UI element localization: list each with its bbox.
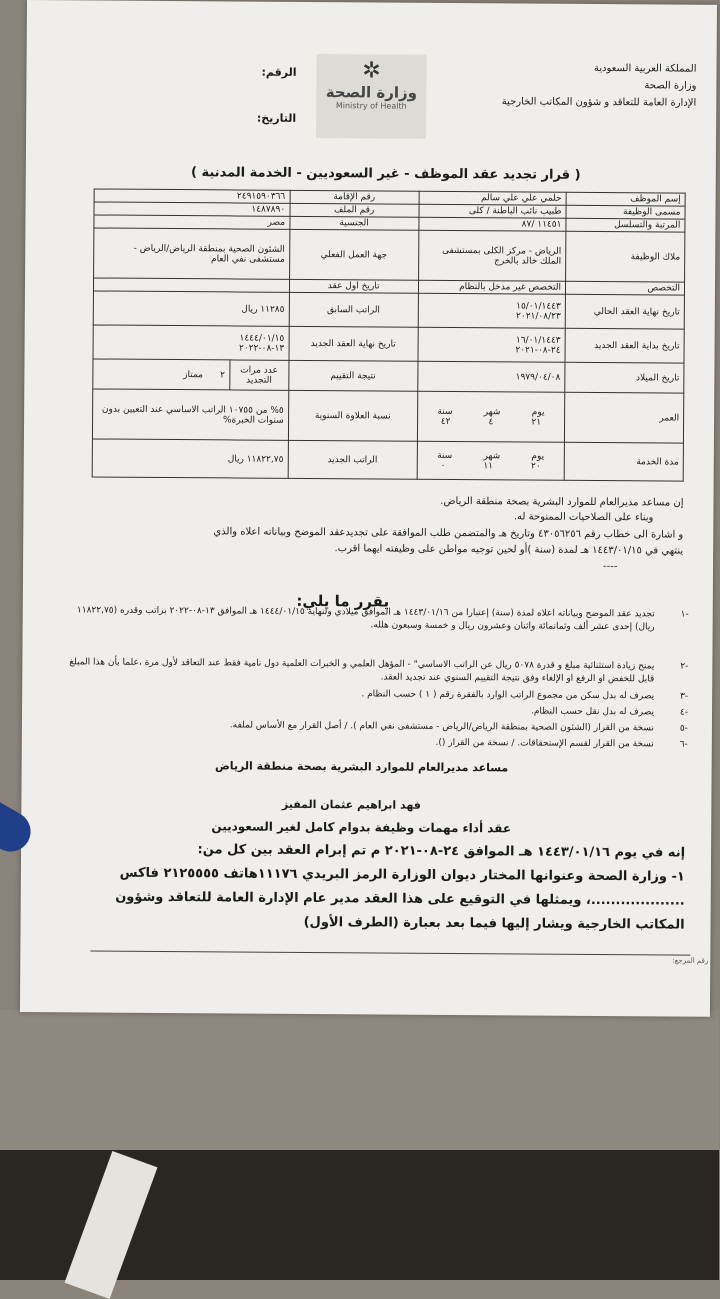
date-gregorian: ٢٠٢١/٠٨/٢٣	[517, 310, 562, 322]
cell	[94, 359, 231, 390]
item-text: يمنح زيادة استثنائية مبلغ و قدرة ٥٠٧٨ ريال عن الراتب الاساسي" - المؤهل العلمي و الخبرات العلمية دول نامية فقط عند التعاقد لأول مرة ،علما بأن هذا المبلغ قابل للخفض او الرفع او الإلغاء وفق نتيجة التقييم السنوي عند تجديد العقد.	[70, 657, 656, 685]
date-hijri: ١٥/٠١/١٤٤٣	[517, 300, 562, 312]
cell: الجنسية	[291, 216, 420, 230]
cell: تاريخ نهاية العقد الحالي	[566, 294, 685, 329]
unit-month: شهر	[484, 406, 502, 417]
cell: رقم الملف	[291, 203, 420, 217]
intro-line: ----	[604, 561, 619, 573]
cell: ملاك الوظيفة	[567, 231, 686, 282]
date-gregorian: ١٣-٠٨-٢٠٢٢	[239, 342, 286, 354]
table-row	[94, 325, 685, 363]
item-number: -١	[681, 609, 690, 620]
cell	[94, 278, 290, 292]
cell: تاريخ اول عقد	[290, 279, 419, 293]
cell: الشئون الصحية بمنطقة الرياض/الرياض - مستشفى نفي العام	[95, 228, 291, 279]
cell: إسم الموظف	[567, 192, 686, 206]
table-row	[93, 439, 684, 481]
date-gregorian: ٢٤-٠٨-٢٠٢١	[516, 344, 562, 356]
item-number: -٦	[680, 739, 689, 750]
service-year: ٠	[441, 460, 447, 471]
service-month: ١١	[484, 460, 495, 471]
cell: الراتب الجديد	[289, 440, 418, 479]
item-text: يصرف له بدل سكن من مجموع الراتب الوارد بالفقرة رقم ( ١ ) حسب النظام .	[362, 689, 656, 702]
renew-count: ٢	[221, 369, 227, 380]
cell: رقم الإقامة	[291, 190, 420, 204]
cell: مصر	[95, 215, 291, 229]
intro-line: و اشارة الى خطاب رقم ٤٣٠٥٦٢٥٦ وتاريخ هـ والمتضمن طلب الموافقة على تجديدعقد الموضح وبياناته اعلاه والذي	[214, 526, 685, 541]
cell: ١٩٧٩/٠٤/٠٨	[418, 361, 566, 392]
decision-item	[69, 702, 689, 719]
cell: العمر	[565, 392, 684, 443]
age-month: ٤	[489, 416, 495, 427]
eval-result: ممتاز	[184, 369, 205, 380]
contract-line: ١- وزارة الصحة وعنوانها المختار ديوان الوزارة الرمز البريدي ١١١٧٦هاتف ٢١٢٥٥٥٥ فاكس	[120, 865, 686, 885]
unit-year: سنة	[438, 406, 454, 417]
contract-line: المكاتب الخارجية ويشار إليها فيما بعد بعبارة (الطرف الأول)	[304, 914, 686, 933]
age-year: ٤٢	[441, 416, 452, 427]
cell: جهة العمل الفعلي	[290, 229, 419, 280]
cell: طبيب نائب الباطنة / كلى	[420, 204, 567, 218]
decision-item	[69, 656, 689, 686]
cell: مسمى الوظيفة	[567, 205, 686, 219]
cell: مدة الخدمة	[565, 442, 684, 481]
decision-item	[70, 604, 690, 634]
cell: المرتبة والتسلسل	[567, 218, 686, 232]
ref-label: الرقم:	[262, 65, 298, 79]
unit-year: سنة	[438, 450, 454, 461]
contract-line: ...................، ويمثلها في التوقيع على هذا العقد مدير عام الإدارة العامة للتعاقد وشؤون	[116, 889, 686, 909]
item-number: -٣	[681, 691, 690, 702]
cell: حلمي علي علي سالم	[420, 191, 567, 205]
logo-english: Ministry of Health	[336, 101, 408, 111]
department-name: الإدارة العامة للتعاقد و شؤون المكاتب الخارجية	[502, 96, 698, 109]
item-text: نسخة من القرار (الشئون الصحية بمنطقة الرياض/الرياض - مستشفى نفي العام ). / أصل القرار مع الأساس لملفه.	[230, 720, 655, 734]
cell: التخصص غير مدخل بالنظام	[419, 280, 566, 294]
item-number: -٤	[680, 707, 690, 718]
decision-item	[69, 718, 689, 735]
cell: ٥% من ١٠٧٥٥ الراتب الاساسي عند التعيين بدون سنوات الخبرة%	[93, 389, 289, 440]
decision-item	[69, 734, 689, 751]
cell: ١٤٨٧٨٩٠	[95, 202, 291, 216]
signature-name: فهد ابراهيم عثمان المفيز	[282, 797, 422, 812]
cell: نتيجة التقييم	[289, 360, 418, 391]
service-day: ٢٠	[532, 461, 542, 472]
table-row	[93, 389, 684, 443]
date-hijri: ١٤٤٤/٠١/١٥	[240, 332, 286, 344]
cell	[94, 325, 290, 360]
cell: الراتب السابق	[290, 292, 419, 327]
item-text: يصرف له بدل نقل حسب النظام.	[531, 706, 656, 718]
cell: نسبة العلاوة السنوية	[289, 390, 418, 441]
document-title: ( قرار تجديد عقد الموظف - غير السعوديين - الخدمة المدنية )	[191, 165, 582, 183]
cell: ١١٤٥١ /٨٧	[420, 217, 567, 231]
cell: تاريخ بداية العقد الجديد	[566, 328, 685, 363]
table-row	[94, 359, 685, 393]
signature-title: مساعد مديرالعام للموارد البشرية بصحة منطقة الرياض	[215, 759, 510, 775]
contract-line: إنه في يوم ١٤٤٣/٠١/١٦ هـ الموافق ٢٤-٠٨-٢٠٢١ م تم إبرام العقد بين كل من:	[198, 842, 687, 861]
ministry-name: وزارة الصحة	[645, 80, 698, 92]
palm-emblem-icon: ✲	[363, 58, 382, 84]
cell: ١١٨٢٢,٧٥ ريال	[93, 439, 289, 478]
decision-heading: يقرر ما يلي:	[297, 591, 391, 611]
country-name: المملكة العربية السعودية	[594, 62, 698, 75]
cell	[418, 391, 566, 442]
item-number: -٢	[681, 661, 690, 672]
cell: الرياض - مركز الكلى بمستشفى الملك خالد بالخرج	[419, 230, 567, 281]
ministry-logo	[317, 54, 428, 139]
date-hijri: ١٦/٠١/١٤٤٣	[516, 334, 562, 346]
date-label: التاريخ:	[257, 111, 298, 125]
cell	[419, 293, 567, 328]
footer-ref: رقم المرجع:	[673, 956, 710, 965]
item-number: -٥	[680, 723, 689, 734]
cell	[418, 441, 566, 480]
table-row	[95, 228, 686, 282]
intro-line: وبناء على الصلاحيات الممنوحة له.	[514, 511, 655, 524]
intro-line: ينتهي في ١٤٤٣/٠١/١٥ هـ لمدة (سنة )أو لحين توجيه مواطن على وظيفته ايهما اقرب.	[335, 543, 685, 557]
intro-line: إن مساعد مديرالعام للموارد البشرية بصحة منطقة الرياض.	[441, 495, 685, 509]
cell: تاريخ نهاية العقد الجديد	[290, 326, 419, 361]
unit-day: يوم	[532, 407, 546, 418]
cell: تاريخ الميلاد	[566, 362, 685, 393]
contract-title: عقد أداء مهمات وظيفة بدوام كامل لغير السعوديين	[212, 819, 513, 836]
document-page	[21, 0, 718, 1017]
item-text: تجديد عقد الموضح وبياناته اعلاه لمدة (سنة) إعتبارا من ١٤٤٣/٠١/١٦ هـ الموافق ميلادي ولنهاية ١٤٤٤/٠١/١٥ هـ الموافق ١٣-٠٨-٢٠٢٢ براتب وقدره (١١٨٢٢,٧٥ ريال) إحدى عشر ألف وثمانمائة واثنان وعشرون ريال و خمسة وسبعون هلله.	[77, 605, 656, 633]
cell: ١١٢٨٥ ريال	[94, 291, 290, 326]
footer-divider	[91, 950, 691, 955]
cell: عدد مرات التجديد	[230, 360, 289, 390]
ref-block	[177, 49, 298, 142]
age-day: ٢١	[532, 417, 543, 428]
logo-arabic: وزارة الصحة	[326, 83, 419, 102]
letterhead	[467, 59, 697, 112]
cell	[419, 327, 567, 362]
decision-item	[69, 686, 689, 703]
cell: التخصص	[566, 281, 685, 295]
item-text: نسخة من القرار لقسم الإستحقاقات. / نسخة من القرار ().	[436, 737, 655, 750]
unit-day: يوم	[532, 451, 546, 462]
table-row	[94, 291, 685, 329]
employee-table	[93, 188, 687, 481]
cell: ٢٤٩١٥٩٠٣٦٦	[95, 189, 291, 203]
background-floor	[0, 1010, 720, 1160]
unit-month: شهر	[484, 450, 502, 461]
